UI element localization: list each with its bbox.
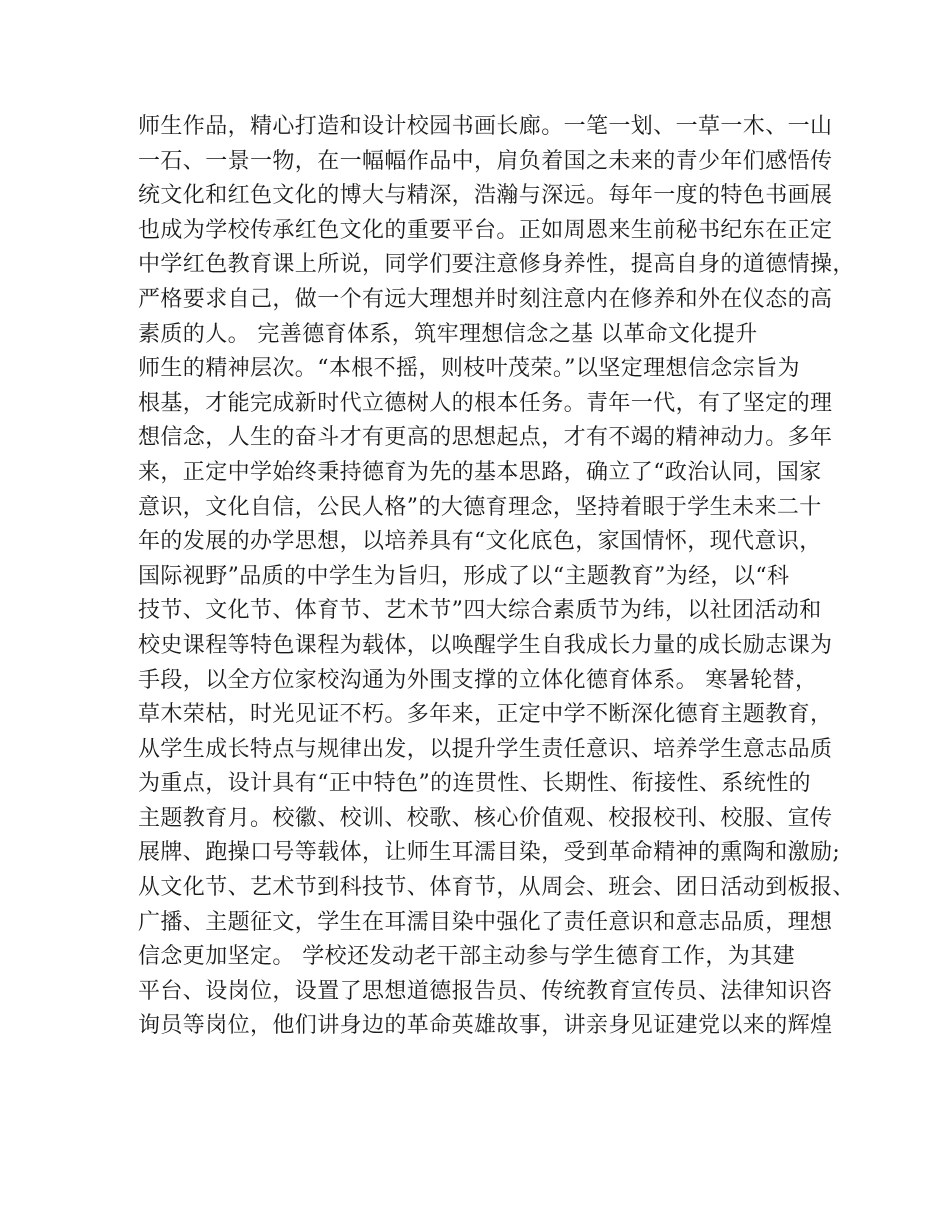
text-line: 校史课程等特色课程为载体，以唤醒学生自我成长力量的成长励志课为: [138, 632, 833, 658]
text-line: 手段，以全方位家校沟通为外围支撑的立体化德育体系。 寒暑轮替，: [138, 667, 818, 693]
text-line: 师生作品，精心打造和设计校园书画长廊。一笔一划、一草一木、一山: [138, 114, 833, 139]
text-line: 也成为学校传承红色文化的重要平台。正如周恩来生前秘书纪东在正定: [138, 217, 833, 243]
text-line: 年的发展的办学思想，以培养具有“文化底色，家国情怀，现代意识，: [138, 529, 822, 555]
text-line: 一石、一景一物，在一幅幅作品中，肩负着国之未来的青少年们感悟传: [138, 148, 833, 174]
text-line: 想信念，人生的奋斗才有更高的思想起点，才有不竭的精神动力。多年: [138, 425, 833, 451]
text-line: 从文化节、艺术节到科技节、体育节，从周会、班会、团日活动到板报、: [138, 875, 855, 901]
text-line: 来，正定中学始终秉持德育为先的基本思路，确立了“政治认同，国家: [138, 459, 822, 485]
text-line: 严格要求自己，做一个有远大理想并时刻注意内在修养和外在仪态的高: [138, 286, 833, 312]
text-line: 中学红色教育课上所说，同学们要注意修身养性，提高自身的道德情操，: [138, 252, 855, 278]
text-line: 草木荣枯，时光见证不朽。多年来，正定中学不断深化德育主题教育，: [138, 702, 833, 728]
text-line: 根基，才能完成新时代立德树人的根本任务。青年一代，有了坚定的理: [138, 390, 833, 416]
text-line: 国际视野”品质的中学生为旨归，形成了以“主题教育”为经，以“科: [138, 563, 790, 589]
text-line: 展牌、跑操口号等载体，让师生耳濡目染，受到革命精神的熏陶和激励;: [138, 840, 841, 866]
text-line: 信念更加坚定。 学校还发动老干部主动参与学生德育工作，为其建: [138, 944, 795, 970]
text-line: 询员等岗位，他们讲身边的革命英雄故事，讲亲身见证建党以来的辉煌: [138, 1013, 833, 1039]
text-line: 为重点，设计具有“正中特色”的连贯性、长期性、衔接性、系统性的: [138, 771, 811, 797]
text-line: 师生的精神层次。“本根不摇，则枝叶茂荣。”以坚定理想信念宗旨为: [138, 356, 800, 382]
text-line: 统文化和红色文化的博大与精深，浩瀚与深远。每年一度的特色书画展: [138, 183, 833, 209]
text-line: 主题教育月。校徽、校训、校歌、核心价值观、校报校刊、校服、宣传: [138, 805, 833, 831]
text-line: 素质的人。 完善德育体系，筑牢理想信念之基 以革命文化提升: [138, 321, 758, 347]
text-line: 广播、主题征文，学生在耳濡目染中强化了责任意识和意志品质，理想: [138, 909, 833, 935]
text-line: 从学生成长特点与规律出发，以提升学生责任意识、培养学生意志品质: [138, 736, 833, 762]
text-line: 平台、设岗位，设置了思想道德报告员、传统教育宣传员、法律知识咨: [138, 978, 833, 1004]
text-line: 技节、文化节、体育节、艺术节”四大综合素质节为纬，以社团活动和: [138, 598, 822, 624]
text-line: 意识，文化自信，公民人格”的大德育理念，坚持着眼于学生未来二十: [138, 494, 822, 520]
body-text: [138, 110, 855, 1044]
